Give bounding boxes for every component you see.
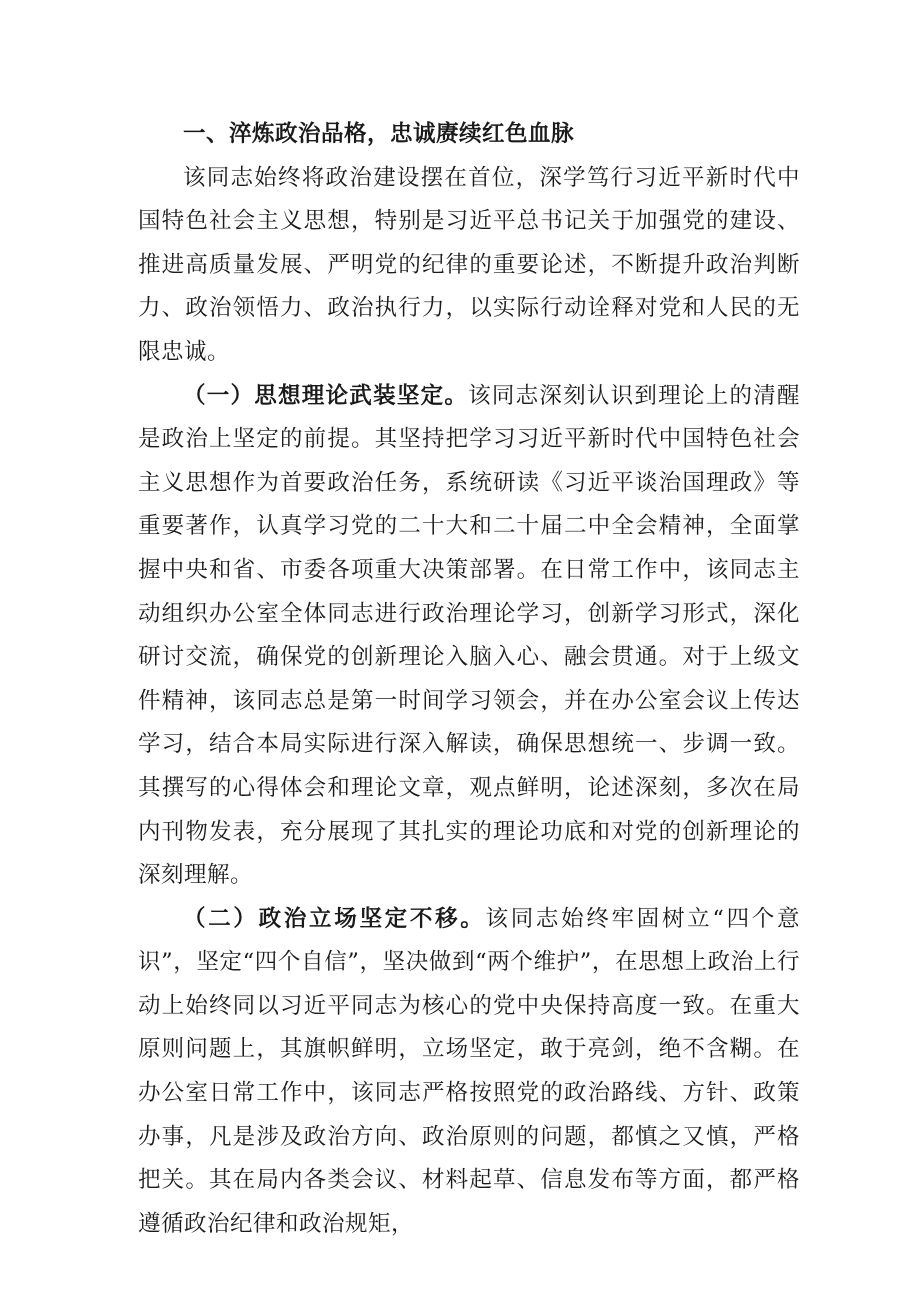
document-body xyxy=(138,113,800,1246)
section-heading: 一、淬炼政治品格，忠诚赓续红色血脉 xyxy=(183,121,575,147)
subsection-paragraph-1 xyxy=(138,375,800,898)
subsection-lead-2: （二）政治立场坚定不移。 xyxy=(183,905,486,932)
intro-paragraph: 该同志始终将政治建设摆在首位，深学笃行习近平新时代中国特色社会主义思想，特别是习近平总书记关于加强党的建设、推进高质量发展、严明党的纪律的重要论述，不断提升政治判断力、政治领悟力、政治执行力，以实际行动诠释对党和人民的无限忠诚。 xyxy=(138,164,800,365)
subsection-body-2: 该同志始终牢固树立“四个意识”，坚定“四个自信”，坚决做到“两个维护”，在思想上政治上行动上始终同以习近平同志为核心的党中央保持高度一致。在重大原则问题上，其旗帜鲜明，立场坚定，敢于亮剑，绝不含糊。在办公室日常工作中，该同志严格按照党的政治路线、方针、政策办事，凡是涉及政治方向、政治原则的问题，都慎之又慎，严格把关。其在局内各类会议、材料起草、信息发布等方面，都严格遵循政治纪律和政治规矩， xyxy=(138,905,800,1237)
subsection-body-1: 该同志深刻认识到理论上的清醒是政治上坚定的前提。其坚持把学习习近平新时代中国特色社会主义思想作为首要政治任务，系统研读《习近平谈治国理政》等重要著作，认真学习党的二十大和二十届二中全会精神，全面掌握中央和省、市委各项重大决策部署。在日常工作中，该同志主动组织办公室全体同志进行政治理论学习，创新学习形式，深化研讨交流，确保党的创新理论入脑入心、融会贯通。对于上级文件精神，该同志总是第一时间学习领会，并在办公室会议上传达学习，结合本局实际进行深入解读，确保思想统一、步调一致。其撰写的心得体会和理论文章，观点鲜明，论述深刻，多次在局内刊物发表，充分展现了其扎实的理论功底和对党的创新理论的深刻理解。 xyxy=(138,382,800,889)
subsection-paragraph-2 xyxy=(138,898,800,1247)
subsection-lead-1: （一）思想理论武装坚定。 xyxy=(183,382,469,409)
